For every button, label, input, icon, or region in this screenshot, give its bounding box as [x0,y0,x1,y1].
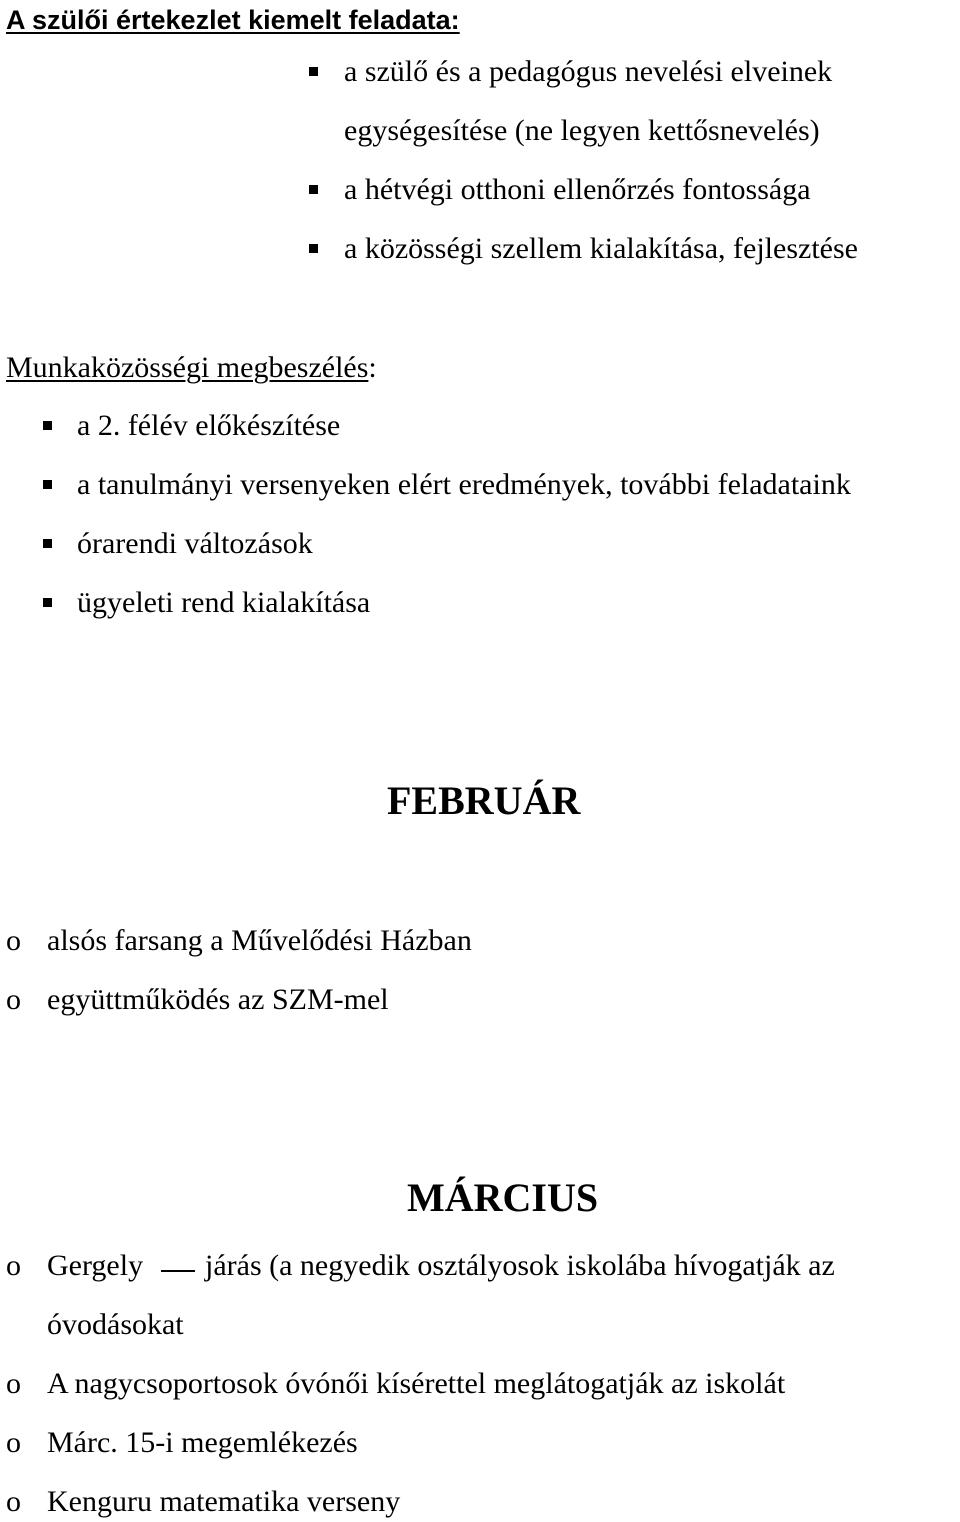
month-title-february: FEBRUÁR [387,778,581,823]
list-item: a közösségi szellem kialakítása, fejlesztése [344,232,858,265]
list-item: a tanulmányi versenyeken elért eredmények, további feladataink [77,468,851,501]
square-bullet-icon [43,480,52,489]
list-item: alsós farsang a Művelődési Házban [47,924,472,957]
square-bullet-icon [43,598,52,607]
section-heading-colon: : [368,351,377,384]
list-item-part: járás (a negyedik osztályosok iskolába hívogatják az [205,1249,835,1282]
circle-bullet-icon: o [6,1249,21,1282]
list-item: A nagycsoportosok óvónői kísérettel meglátogatják az iskolát [47,1367,786,1400]
square-bullet-icon [309,244,318,253]
square-bullet-icon [309,185,318,194]
circle-bullet-icon: o [6,1426,21,1459]
section-heading-parent-meeting: A szülői értekezlet kiemelt feladata: [6,5,460,35]
circle-bullet-icon: o [6,1485,21,1518]
list-item: a szülő és a pedagógus nevelési elveinek [344,55,833,88]
square-bullet-icon [43,539,52,548]
section-heading-text: Munkaközösségi megbeszélés [6,351,369,384]
circle-bullet-icon: o [6,983,21,1016]
list-item-continuation: óvodásokat [47,1308,184,1341]
list-item-continuation: egységesítése (ne legyen kettősnevelés) [344,114,820,147]
list-item: Márc. 15-i megemlékezés [47,1426,358,1459]
circle-bullet-icon: o [6,924,21,957]
circle-bullet-icon: o [6,1367,21,1400]
list-item: Kenguru matematika verseny [47,1485,401,1518]
dash-separator [161,1270,195,1272]
list-item: a hétvégi otthoni ellenőrzés fontossága [344,173,811,206]
square-bullet-icon [309,67,318,76]
square-bullet-icon [43,421,52,430]
list-item: órarendi változások [77,527,313,560]
list-item: ügyeleti rend kialakítása [77,586,371,619]
list-item: együttműködés az SZM-mel [47,983,389,1016]
month-title-march: MÁRCIUS [407,1175,599,1220]
list-item-part: Gergely [47,1249,144,1282]
list-item: a 2. félév előkészítése [77,409,341,442]
section-heading-team-meeting [6,350,377,386]
